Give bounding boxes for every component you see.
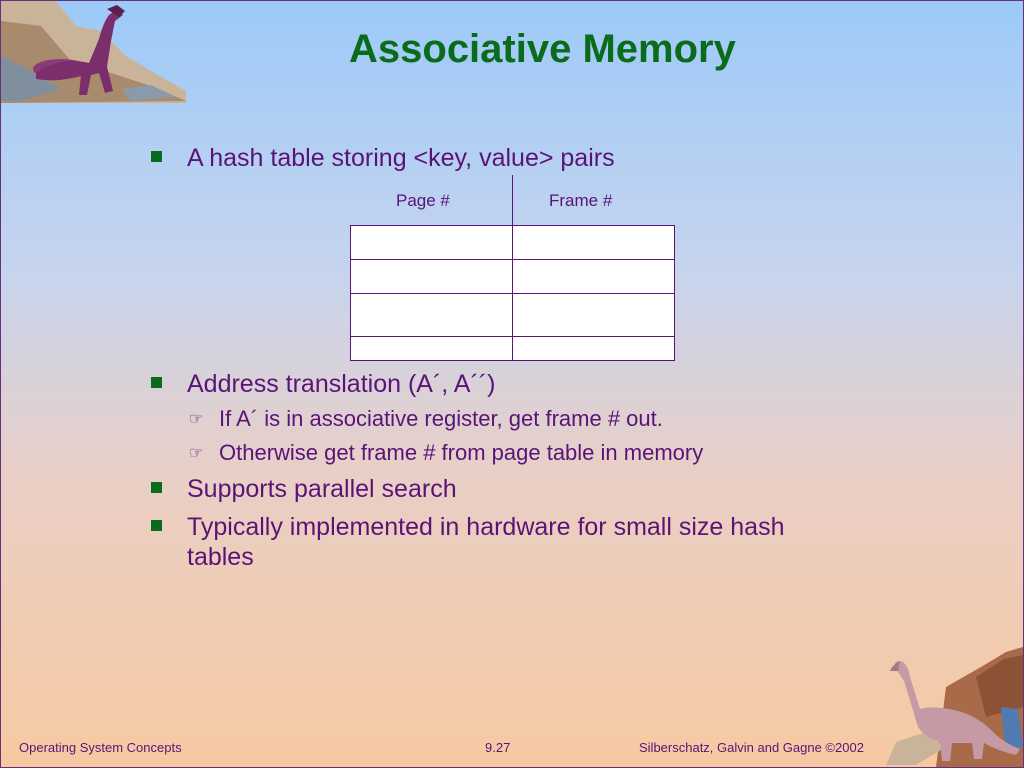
footer-course-title: Operating System Concepts: [19, 740, 182, 755]
associative-table: [350, 225, 675, 361]
bullet-text: A hash table storing <key, value> pairs: [187, 144, 615, 172]
table-row: [351, 226, 675, 260]
bullet-text: tables: [187, 543, 254, 571]
table-cell: [351, 337, 513, 361]
footer-copyright: Silberschatz, Galvin and Gagne ©2002: [639, 740, 864, 755]
pointing-hand-icon: ☞: [189, 445, 204, 462]
dinosaur-bottom-right-icon: [886, 647, 1024, 767]
table-row: [351, 294, 675, 337]
pointing-hand-icon: ☞: [189, 411, 204, 428]
bullet-hardware: [187, 512, 784, 542]
table-cell: [513, 226, 675, 260]
sub-bullet-associative-register: [189, 406, 663, 432]
footer-page-number: 9.27: [485, 740, 511, 755]
page-title: Associative Memory: [349, 27, 736, 71]
column-header-page: Page #: [396, 191, 450, 210]
table-row: [351, 337, 675, 361]
table-cell: [513, 294, 675, 337]
square-bullet-icon: [151, 151, 162, 162]
column-header-frame: Frame #: [549, 191, 613, 210]
square-bullet-icon: [151, 482, 162, 493]
bullet-parallel-search: [187, 474, 457, 504]
square-bullet-icon: [151, 520, 162, 531]
table-cell: [351, 294, 513, 337]
table-cell: [513, 337, 675, 361]
column-divider: [512, 175, 513, 226]
sub-bullet-page-table: [189, 440, 704, 466]
bullet-address-translation: [187, 369, 495, 399]
bullet-text: Address translation (A´, A´´): [187, 370, 496, 398]
table-cell: [513, 260, 675, 294]
bullet-text: Typically implemented in hardware for small size hash: [187, 513, 785, 541]
sub-bullet-text: If A´ is in associative register, get frame # out.: [219, 406, 663, 431]
table-row: [351, 260, 675, 294]
table-cell: [351, 226, 513, 260]
dinosaur-top-left-icon: [1, 1, 191, 109]
bullet-hardware-continued: [187, 542, 254, 572]
bullet-text: Supports parallel search: [187, 475, 457, 503]
square-bullet-icon: [151, 377, 162, 388]
sub-bullet-text: Otherwise get frame # from page table in memory: [219, 440, 704, 465]
table-cell: [351, 260, 513, 294]
bullet-hash-table: [187, 143, 615, 173]
